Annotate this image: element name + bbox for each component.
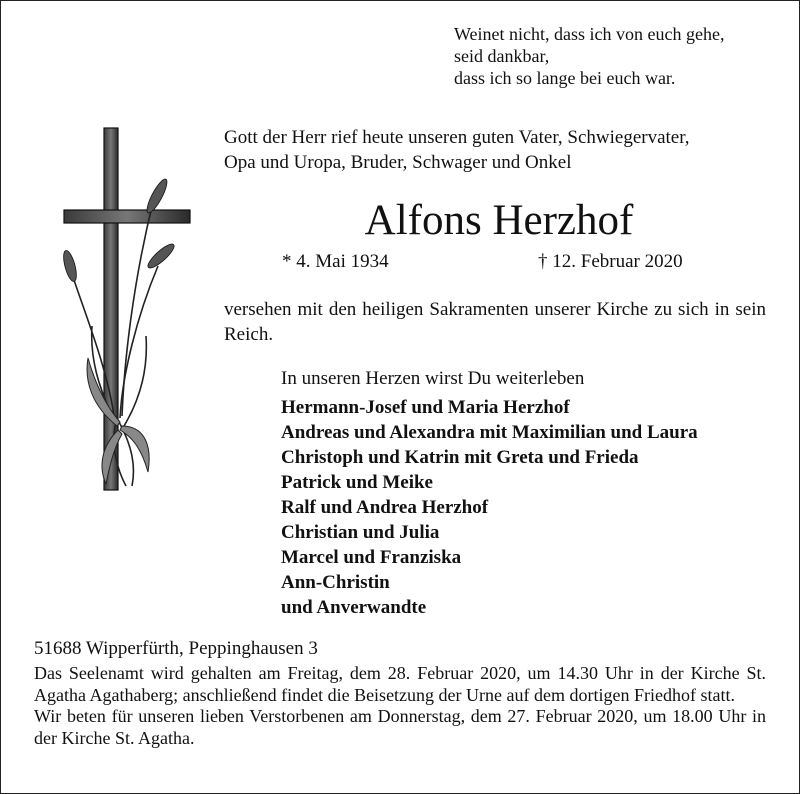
mourner-entry: Andreas und Alexandra mit Maximilian und Laura: [281, 422, 698, 443]
death-date: † 12. Februar 2020: [538, 251, 683, 272]
service-info: [34, 663, 766, 749]
mourner-entry: und Anverwandte: [281, 597, 427, 618]
mourner-entry: Patrick und Meike: [281, 472, 433, 493]
sacraments-text: versehen mit den heiligen Sakramenten unserer Kirche zu sich in sein Reich.: [224, 299, 766, 345]
service-paragraph: Das Seelenamt wird gehalten am Freitag, dem 28. Februar 2020, um 14.30 Uhr in der Kirche St. Agatha Agathaberg; anschließend findet die Beisetzung der Urne auf dem dortigen Friedhof statt.: [34, 663, 766, 705]
mourner-entry: Ann-Christin: [281, 572, 390, 593]
birth-date: * 4. Mai 1934: [282, 251, 389, 272]
mourner-entry: Marcel und Franziska: [281, 547, 462, 568]
poem-line: seid dankbar,: [454, 46, 550, 66]
cross-with-wheat-icon: [62, 126, 192, 492]
poem-line: Weinet nicht, dass ich von euch gehe,: [454, 24, 725, 44]
deceased-name: Alfons Herzhof: [364, 197, 634, 244]
mourner-entry: Christoph und Katrin mit Greta und Frieda: [281, 447, 639, 468]
poem-line: dass ich so lange bei euch war.: [454, 68, 676, 88]
farewell-line: In unseren Herzen wirst Du weiterleben: [281, 368, 585, 389]
service-paragraph: Wir beten für unseren lieben Verstorbenen am Donnerstag, dem 27. Februar 2020, um 18.00 Uhr in der Kirche St. Agatha.: [34, 706, 766, 748]
intro-line: Opa und Uropa, Bruder, Schwager und Onkel: [224, 152, 572, 173]
intro-line: Gott der Herr rief heute unseren guten Vater, Schwiegervater,: [224, 127, 690, 148]
intro-text: [224, 125, 774, 175]
mourner-entry: Hermann-Josef und Maria Herzhof: [281, 397, 570, 418]
mourner-entry: Ralf und Andrea Herzhof: [281, 497, 489, 518]
mourner-entry: Christian und Julia: [281, 522, 440, 543]
poem: [454, 23, 784, 89]
address: 51688 Wipperfürth, Peppinghausen 3: [34, 638, 318, 659]
mourners-list: [281, 395, 698, 620]
